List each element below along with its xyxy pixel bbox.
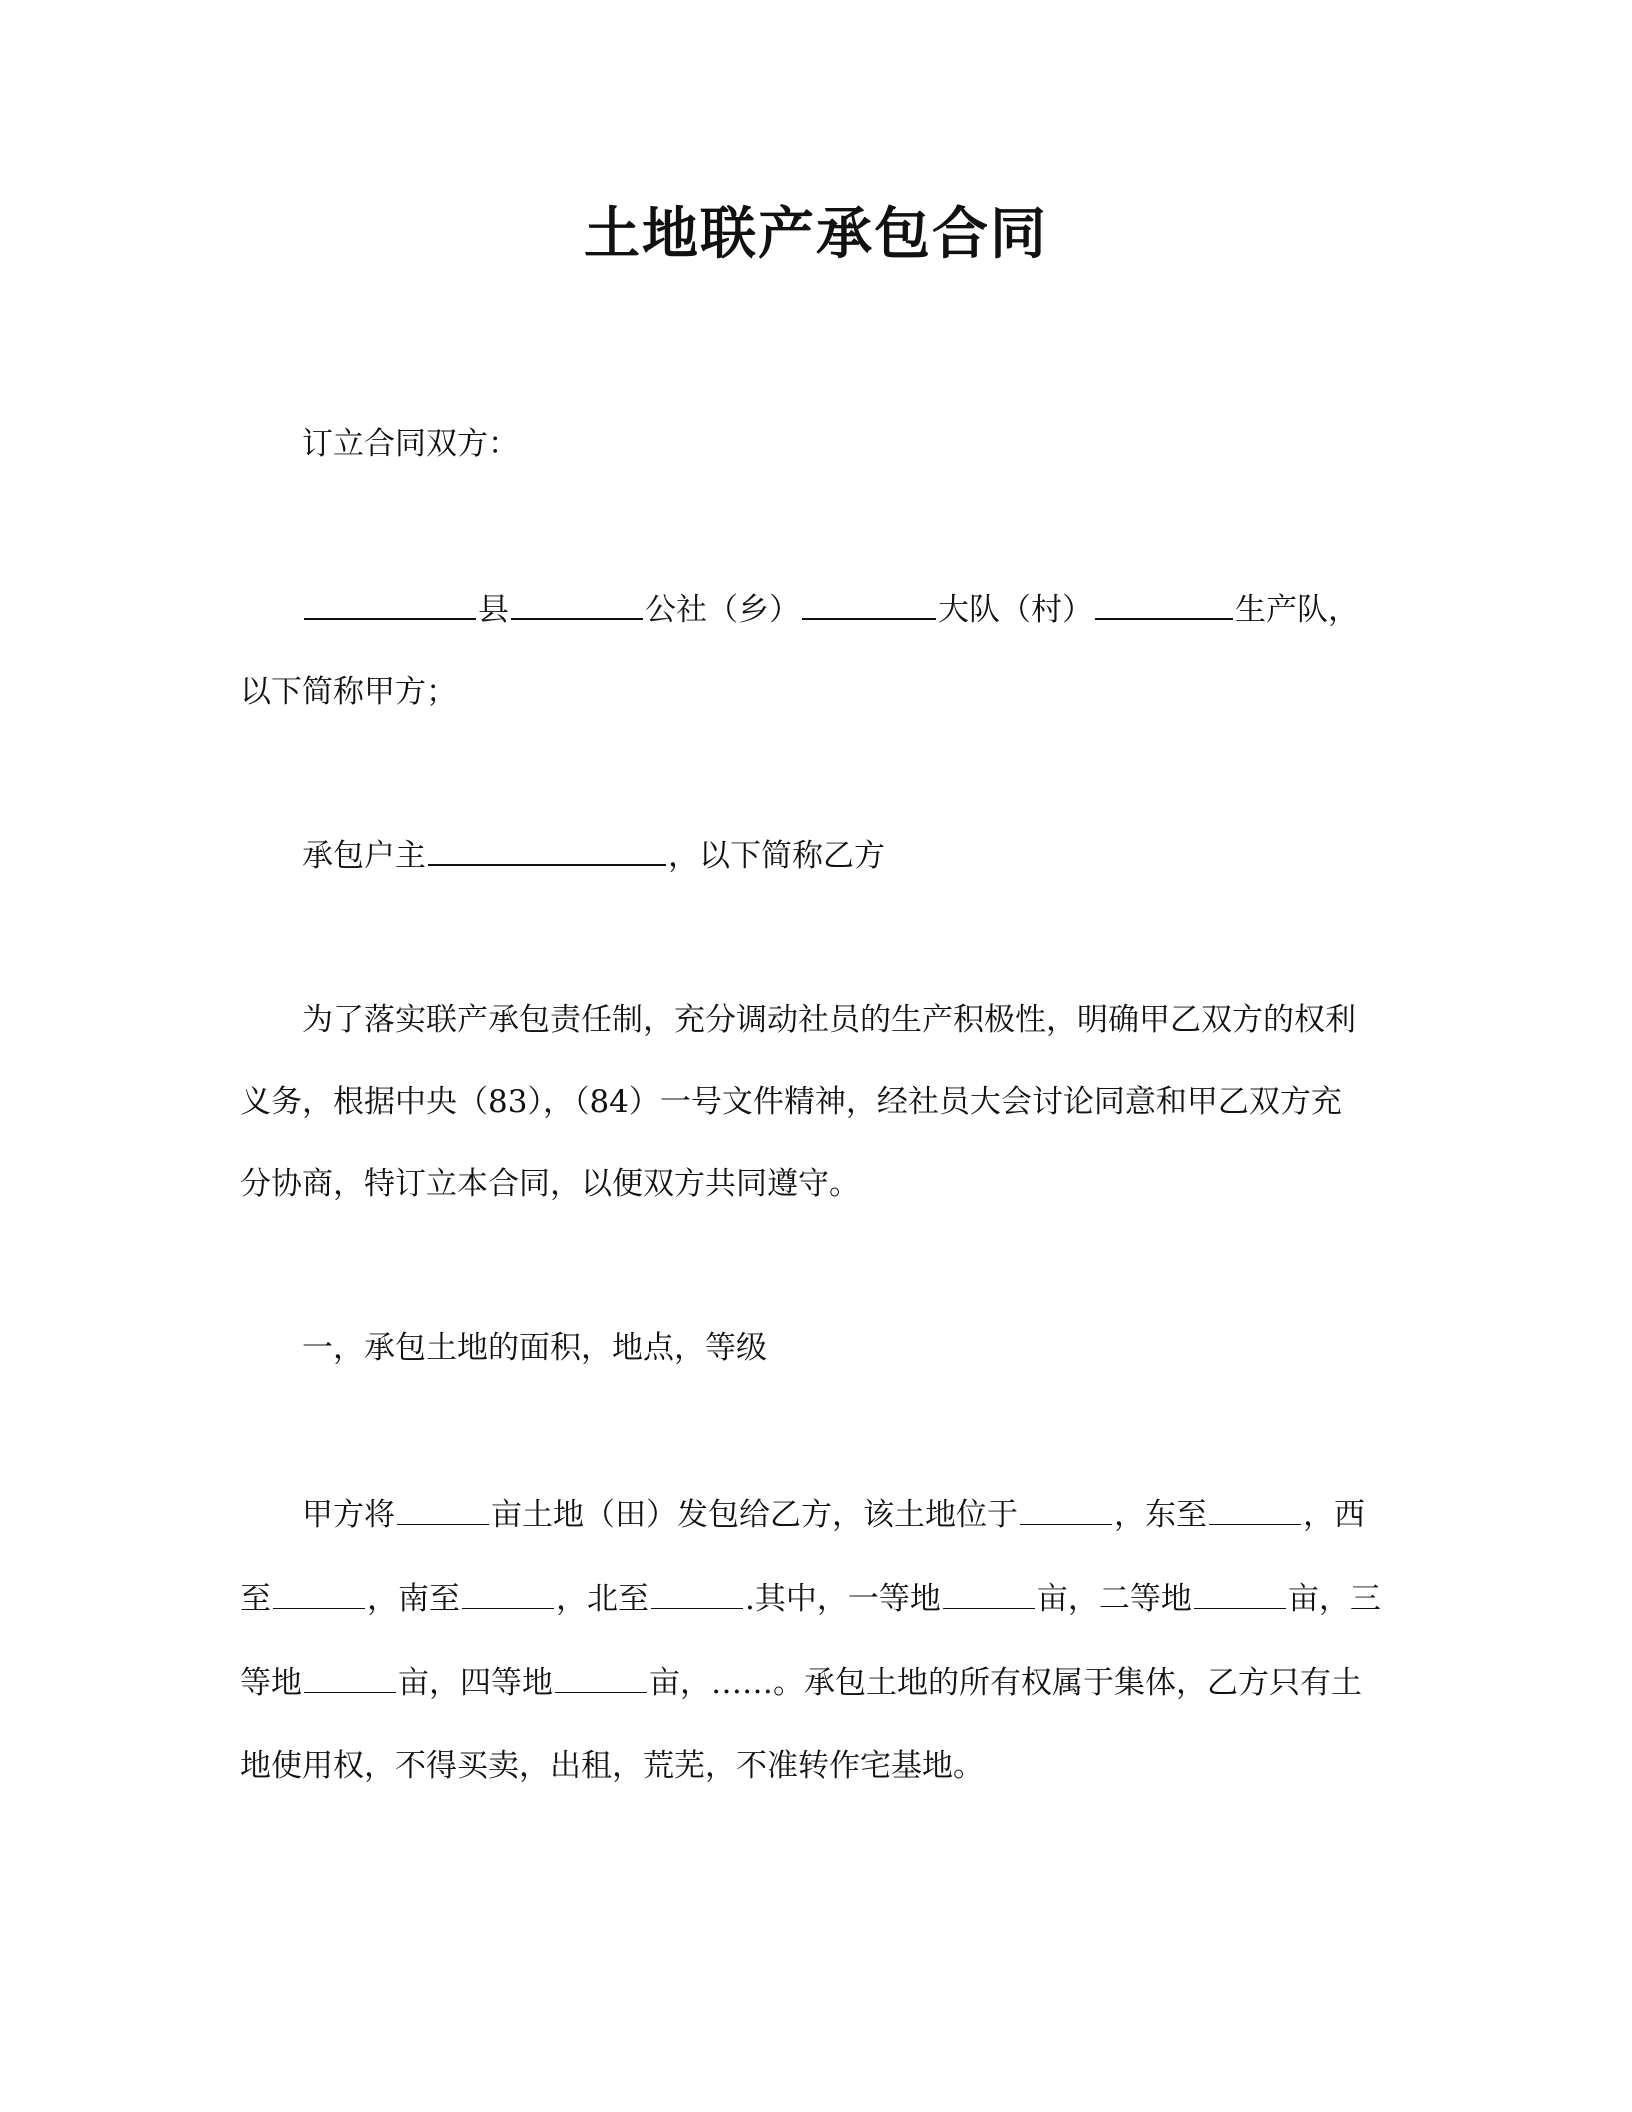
grade-1-blank	[943, 1578, 1035, 1609]
location-blank	[1020, 1494, 1112, 1525]
north-blank	[651, 1578, 743, 1609]
land-line-2	[240, 1578, 1380, 1619]
grade-3-blank	[304, 1662, 396, 1693]
party-a-abbrev: 以下简称甲方；	[240, 674, 457, 710]
document-title: 土地联产承包合同	[584, 202, 1048, 267]
commune-label: 公社（乡）	[645, 592, 800, 628]
land-text: .其中，一等地	[745, 1581, 941, 1617]
grade-2-blank	[1194, 1578, 1286, 1609]
land-text: ，北至	[556, 1581, 649, 1617]
team-label: 生产队，	[1235, 592, 1359, 628]
purpose-line-2: 义务，根据中央（83），（84）一号文件精神，经社员大会讨论同意和甲乙双方充	[240, 1084, 1342, 1120]
party-b-line	[302, 834, 1380, 876]
parties-intro: 订立合同双方：	[302, 426, 519, 462]
land-text: 亩，四等地	[398, 1665, 553, 1701]
land-line-1	[302, 1494, 1380, 1535]
county-blank	[304, 588, 476, 620]
county-label: 县	[478, 592, 509, 628]
party-b-abbrev: ，以下简称乙方	[668, 838, 885, 874]
land-text: 至	[240, 1581, 271, 1617]
team-blank	[1095, 588, 1233, 620]
section-1-heading: 一，承包土地的面积，地点，等级	[302, 1330, 767, 1366]
land-text: ，西	[1303, 1497, 1365, 1533]
commune-blank	[511, 588, 643, 620]
land-text: 亩，……。承包土地的所有权属于集体，乙方只有土	[649, 1665, 1362, 1701]
east-blank	[1209, 1494, 1301, 1525]
west-blank	[273, 1578, 365, 1609]
purpose-line-1: 为了落实联产承包责任制，充分调动社员的生产积极性，明确甲乙双方的权利	[302, 1002, 1356, 1038]
land-text: ，南至	[367, 1581, 460, 1617]
land-text: 亩，三	[1287, 1581, 1381, 1617]
south-blank	[462, 1578, 554, 1609]
land-text: ，东至	[1114, 1497, 1207, 1533]
land-text: 亩，二等地	[1036, 1581, 1192, 1617]
household-blank	[428, 834, 666, 866]
land-line-4: 地使用权，不得买卖，出租，荒芜，不准转作宅基地。	[240, 1748, 984, 1784]
household-label: 承包户主	[302, 838, 426, 874]
land-text: 亩土地（田）发包给乙方，该土地位于	[491, 1497, 1018, 1533]
land-text: 甲方将	[302, 1497, 395, 1533]
land-text: 等地	[240, 1665, 302, 1701]
area-blank	[397, 1494, 489, 1525]
grade-4-blank	[555, 1662, 647, 1693]
purpose-line-3: 分协商，特订立本合同，以便双方共同遵守。	[240, 1166, 860, 1202]
party-a-line	[302, 588, 1380, 630]
land-line-3	[240, 1662, 1380, 1703]
brigade-blank	[802, 588, 936, 620]
brigade-label: 大队（村）	[938, 592, 1093, 628]
